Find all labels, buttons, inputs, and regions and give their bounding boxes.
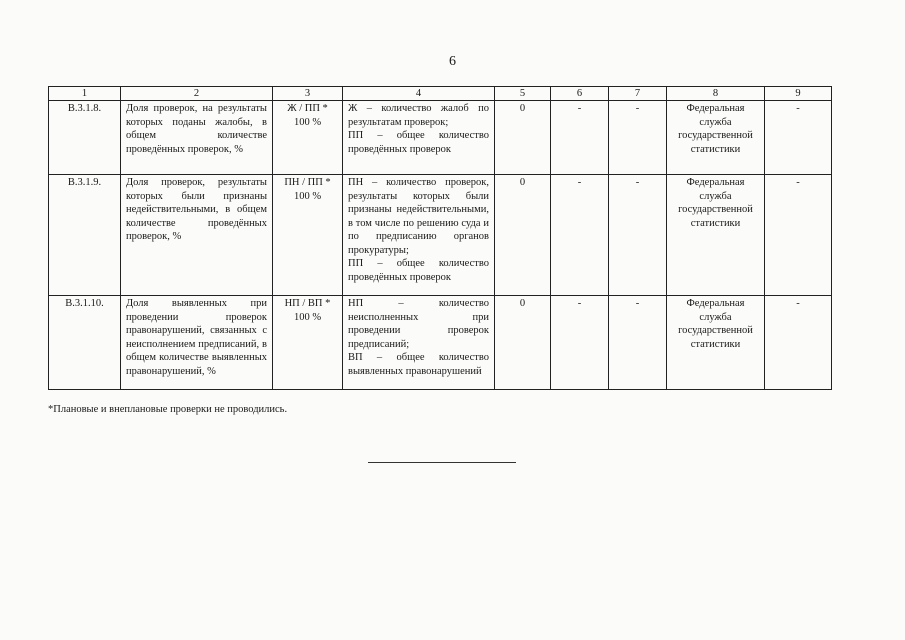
- formula-expression: Ж / ПП *: [287, 103, 328, 115]
- table-row: [49, 101, 832, 175]
- value-col-7: -: [609, 175, 667, 296]
- indicator-formula: [273, 296, 343, 390]
- indicator-description: [343, 175, 495, 296]
- value-col-9: -: [765, 296, 832, 390]
- header-col-9: 9: [765, 87, 832, 101]
- indicator-name: Доля проверок, результаты которых были признаны недействительными, в общем количестве проведённых проверок, %: [121, 175, 273, 296]
- value-col-7: -: [609, 296, 667, 390]
- header-col-5: 5: [495, 87, 551, 101]
- formula-expression: ПН / ПП *: [284, 177, 331, 189]
- indicator-name: Доля проверок, на результаты которых поданы жалобы, в общем количестве проведённых проверок, %: [121, 101, 273, 175]
- description-line: ПН – количество проверок, результаты которых были признаны недействительными, в том числе по решению суда и по предписанию органов прокуратуры;: [348, 177, 489, 256]
- description-line: ВП – общее количество выявленных правонарушений: [348, 352, 489, 377]
- description-line: ПП – общее количество проведённых проверок: [348, 130, 489, 155]
- indicator-formula: [273, 101, 343, 175]
- indicators-table: [48, 86, 832, 390]
- description-line: НП – количество неисполненных при проведении проверок предписаний;: [348, 298, 489, 350]
- indicator-code: В.3.1.9.: [49, 175, 121, 296]
- header-col-7: 7: [609, 87, 667, 101]
- formula-multiplier: 100 %: [293, 311, 322, 323]
- value-col-5: 0: [495, 296, 551, 390]
- header-row: [49, 87, 832, 101]
- data-source: Федеральная служба государственной статистики: [667, 175, 765, 296]
- indicator-formula: [273, 175, 343, 296]
- data-source: Федеральная служба государственной статистики: [667, 296, 765, 390]
- indicator-code: В.3.1.10.: [49, 296, 121, 390]
- page-number: 6: [449, 54, 456, 69]
- data-source: Федеральная служба государственной статистики: [667, 101, 765, 175]
- description-line: ПП – общее количество проведённых проверок: [348, 258, 489, 283]
- value-col-5: 0: [495, 101, 551, 175]
- footnote: *Плановые и внеплановые проверки не проводились.: [48, 404, 288, 415]
- value-col-9: -: [765, 175, 832, 296]
- value-col-6: -: [551, 101, 609, 175]
- description-line: Ж – количество жалоб по результатам проверок;: [348, 103, 489, 128]
- header-col-8: 8: [667, 87, 765, 101]
- header-col-4: 4: [343, 87, 495, 101]
- header-col-2: 2: [121, 87, 273, 101]
- indicator-description: [343, 296, 495, 390]
- value-col-6: -: [551, 175, 609, 296]
- indicator-description: [343, 101, 495, 175]
- value-col-7: -: [609, 101, 667, 175]
- header-col-1: 1: [49, 87, 121, 101]
- formula-expression: НП / ВП *: [284, 298, 331, 310]
- value-col-5: 0: [495, 175, 551, 296]
- formula-multiplier: 100 %: [293, 190, 322, 202]
- value-col-9: -: [765, 101, 832, 175]
- indicator-name: Доля выявленных при проведении проверок правонарушений, связанных с неисполнением предписаний, в общем количестве выявленных правонарушений, %: [121, 296, 273, 390]
- header-col-6: 6: [551, 87, 609, 101]
- table-row: [49, 296, 832, 390]
- end-divider: [368, 462, 516, 463]
- formula-multiplier: 100 %: [293, 116, 322, 128]
- table-row: [49, 175, 832, 296]
- header-col-3: 3: [273, 87, 343, 101]
- value-col-6: -: [551, 296, 609, 390]
- indicator-code: В.3.1.8.: [49, 101, 121, 175]
